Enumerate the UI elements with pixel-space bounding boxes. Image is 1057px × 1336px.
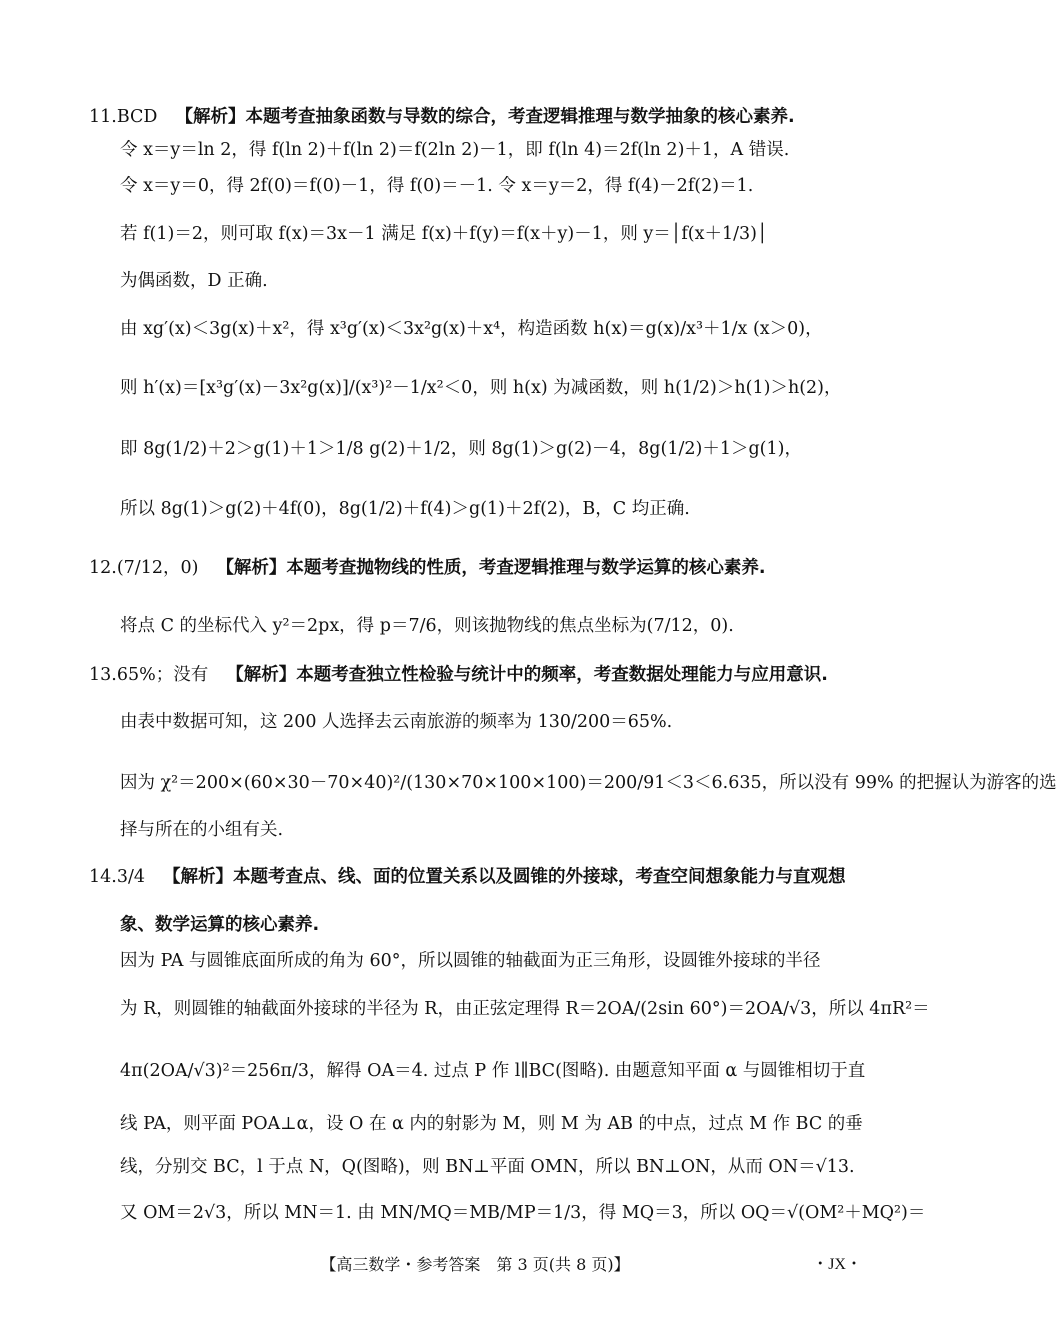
q13-line-3: 择与所在的小组有关. — [120, 820, 284, 840]
q13-line-2: 因为 χ²＝200×(60×30－70×40)²/(130×70×100×100)＝200/91＜3＜6.635，所以没有 99% 的把握认为游客的选 — [120, 773, 1057, 793]
q14-line-1: 因为 PA 与圆锥底面所成的角为 60°，所以圆锥的轴截面为正三角形，设圆锥外接球的半径 — [120, 951, 821, 971]
q12-header — [89, 555, 862, 581]
footer-page-info: 【高三数学・参考答案 第 3 页(共 8 页)】 — [320, 1255, 630, 1274]
q11-line-1: 令 x＝y＝ln 2，得 f(ln 2)＋f(ln 2)＝f(2ln 2)－1，即 f(ln 4)＝2f(ln 2)＋1，A 错误. — [120, 140, 790, 160]
q14-line-4: 线 PA，则平面 POA⊥α，设 O 在 α 内的射影为 M，则 M 为 AB 的中点，过点 M 作 BC 的垂 — [120, 1114, 863, 1134]
q11-line-5: 由 xg′(x)＜3g(x)＋x²，得 x³g′(x)＜3x²g(x)＋x⁴，构造函数 h(x)＝g(x)/x³＋1/x (x＞0)， — [120, 319, 823, 339]
q14-analysis: 【解析】本题考查点、线、面的位置关系以及圆锥的外接球，考查空间想象能力与直观想 — [163, 867, 846, 887]
q14-line-2: 为 R，则圆锥的轴截面外接球的半径为 R，由正弦定理得 R＝2OA/(2sin 60°)＝2OA/√3，所以 4πR²＝ — [120, 999, 930, 1019]
q13-analysis: 【解析】本题考查独立性检验与统计中的频率，考查数据处理能力与应用意识. — [226, 665, 828, 685]
q14-analysis-continued: 象、数学运算的核心素养. — [120, 915, 320, 935]
q14-number-answer: 14.3/4 — [89, 867, 146, 887]
q14-line-6: 又 OM＝2√3，所以 MN＝1. 由 MN/MQ＝MB/MP＝1/3，得 MQ＝3，所以 OQ＝√(OM²＋MQ²)＝ — [120, 1203, 926, 1223]
q11-line-2: 令 x＝y＝0，得 2f(0)＝f(0)－1，得 f(0)＝－1. 令 x＝y＝2，得 f(4)－2f(2)＝1. — [120, 176, 754, 196]
q11-header — [89, 104, 862, 130]
q11-line-7: 即 8g(1/2)＋2＞g(1)＋1＞1/8 g(2)＋1/2，则 8g(1)＞g(2)－4，8g(1/2)＋1＞g(1)， — [120, 439, 802, 459]
q11-line-6: 则 h′(x)＝[x³g′(x)－3x²g(x)]/(x³)²－1/x²＜0，则 h(x) 为减函数，则 h(1/2)＞h(1)＞h(2)， — [120, 378, 842, 398]
q11-line-4: 为偶函数，D 正确. — [120, 271, 268, 291]
q11-line-3: 若 f(1)＝2，则可取 f(x)＝3x－1 满足 f(x)＋f(y)＝f(x＋y)－1，则 y＝│f(x＋1/3)│ — [120, 224, 768, 244]
q13-line-1: 由表中数据可知，这 200 人选择去云南旅游的频率为 130/200＝65%. — [120, 712, 673, 732]
q12-analysis: 【解析】本题考查抛物线的性质，考查逻辑推理与数学运算的核心素养. — [216, 558, 766, 578]
q14-header — [89, 864, 862, 890]
q13-header — [89, 662, 862, 688]
q11-line-8: 所以 8g(1)＞g(2)＋4f(0)，8g(1/2)＋f(4)＞g(1)＋2f(2)，B，C 均正确. — [120, 499, 690, 519]
q13-number-answer: 13.65%；没有 — [89, 665, 209, 685]
q14-line-3: 4π(2OA/√3)²＝256π/3，解得 OA＝4. 过点 P 作 l∥BC(图略). 由题意知平面 α 与圆锥相切于直 — [120, 1061, 866, 1081]
q11-analysis: 【解析】本题考查抽象函数与导数的综合，考查逻辑推理与数学抽象的核心素养. — [175, 107, 795, 127]
q14-line-5: 线，分别交 BC，l 于点 N，Q(图略)，则 BN⊥平面 OMN，所以 BN⊥ON，从而 ON＝√13. — [120, 1157, 855, 1177]
page-footer — [0, 1253, 950, 1277]
q11-number-answer: 11.BCD — [89, 107, 158, 127]
q12-line-1: 将点 C 的坐标代入 y²＝2px，得 p＝7/6，则该抛物线的焦点坐标为(7/12，0). — [120, 616, 734, 636]
footer-region-tag: ・JX・ — [812, 1256, 862, 1273]
q12-number-answer: 12.(7/12，0) — [89, 558, 199, 578]
